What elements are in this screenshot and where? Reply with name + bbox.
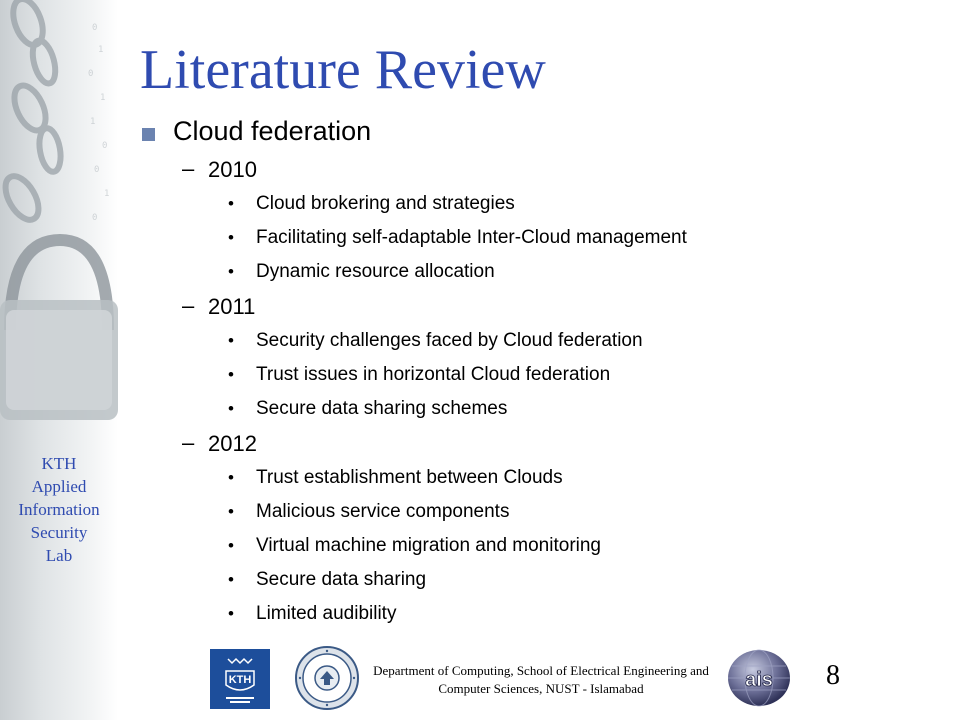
- item-text: Trust establishment between Clouds: [256, 467, 563, 488]
- svg-text:0: 0: [92, 23, 98, 33]
- bullet-icon: •: [228, 262, 234, 281]
- list-item: [136, 392, 936, 426]
- svg-text:1: 1: [100, 93, 106, 103]
- list-item: [136, 529, 936, 563]
- item-text: Secure data sharing schemes: [256, 398, 508, 419]
- list-item: [136, 358, 936, 392]
- item-text: Limited audibility: [256, 603, 397, 624]
- year-text: 2012: [208, 431, 257, 456]
- slide-content: [136, 112, 936, 631]
- page-number: 8: [826, 660, 840, 691]
- list-item: [136, 221, 936, 255]
- kth-logo: [210, 649, 270, 709]
- list-item: [136, 563, 936, 597]
- svg-text:0: 0: [92, 213, 98, 223]
- svg-text:1: 1: [98, 45, 104, 55]
- side-decoration: [0, 0, 118, 720]
- bullet-icon: •: [228, 399, 234, 418]
- item-text: Secure data sharing: [256, 569, 427, 590]
- bullet-icon: •: [228, 365, 234, 384]
- bullet-icon: •: [228, 604, 234, 623]
- bullet-icon: •: [228, 468, 234, 487]
- department-footer: Department of Computing, School of Electrical Engineering and Computer Sciences, NUST - Islamabad: [373, 663, 709, 696]
- lab-line: Applied: [31, 477, 87, 496]
- lab-line: Security: [30, 523, 88, 542]
- item-text: Security challenges faced by Cloud federation: [256, 330, 643, 351]
- svg-text:0: 0: [102, 141, 108, 151]
- item-text: Trust issues in horizontal Cloud federation: [256, 364, 611, 385]
- lab-name: [0, 452, 118, 567]
- ais-globe-icon: [726, 648, 792, 708]
- svg-text:1: 1: [104, 189, 110, 199]
- chain-padlock-image: [0, 0, 118, 450]
- list-item: [136, 324, 936, 358]
- dash-icon: –: [182, 293, 195, 318]
- ais-logo: [726, 648, 792, 708]
- item-text: Dynamic resource allocation: [256, 261, 495, 282]
- university-seal-icon: [294, 645, 360, 711]
- svg-text:KTH: KTH: [228, 674, 252, 686]
- kth-crest-icon: [210, 649, 270, 709]
- year-heading: [136, 291, 936, 324]
- list-item: [136, 461, 936, 495]
- bullet-icon: •: [228, 194, 234, 213]
- svg-text:ais: ais: [745, 669, 773, 691]
- year-heading: [136, 428, 936, 461]
- list-item: [136, 495, 936, 529]
- topic-bullet: [136, 112, 936, 152]
- dash-icon: –: [182, 430, 195, 455]
- bullet-icon: •: [228, 228, 234, 247]
- square-bullet-icon: [142, 128, 155, 141]
- lab-line: Information: [18, 500, 100, 519]
- year-text: 2010: [208, 157, 257, 182]
- year-heading: [136, 154, 936, 187]
- lab-line: Lab: [45, 546, 73, 565]
- bullet-icon: •: [228, 570, 234, 589]
- item-text: Facilitating self-adaptable Inter-Cloud management: [256, 227, 687, 248]
- item-text: Virtual machine migration and monitoring: [256, 535, 601, 556]
- svg-text:1: 1: [90, 117, 96, 127]
- slide-title: Literature Review: [140, 39, 546, 101]
- bullet-icon: •: [228, 331, 234, 350]
- svg-text:0: 0: [94, 165, 100, 175]
- lab-line: KTH: [41, 454, 77, 473]
- item-text: Cloud brokering and strategies: [256, 193, 515, 214]
- year-text: 2011: [208, 294, 256, 319]
- list-item: [136, 255, 936, 289]
- list-item: [136, 597, 936, 631]
- svg-text:0: 0: [88, 69, 94, 79]
- bullet-icon: •: [228, 536, 234, 555]
- item-text: Malicious service components: [256, 501, 510, 522]
- bullet-icon: •: [228, 502, 234, 521]
- topic-text: Cloud federation: [173, 116, 372, 146]
- dash-icon: –: [182, 156, 195, 181]
- nust-seal-logo: [294, 645, 360, 711]
- list-item: [136, 187, 936, 221]
